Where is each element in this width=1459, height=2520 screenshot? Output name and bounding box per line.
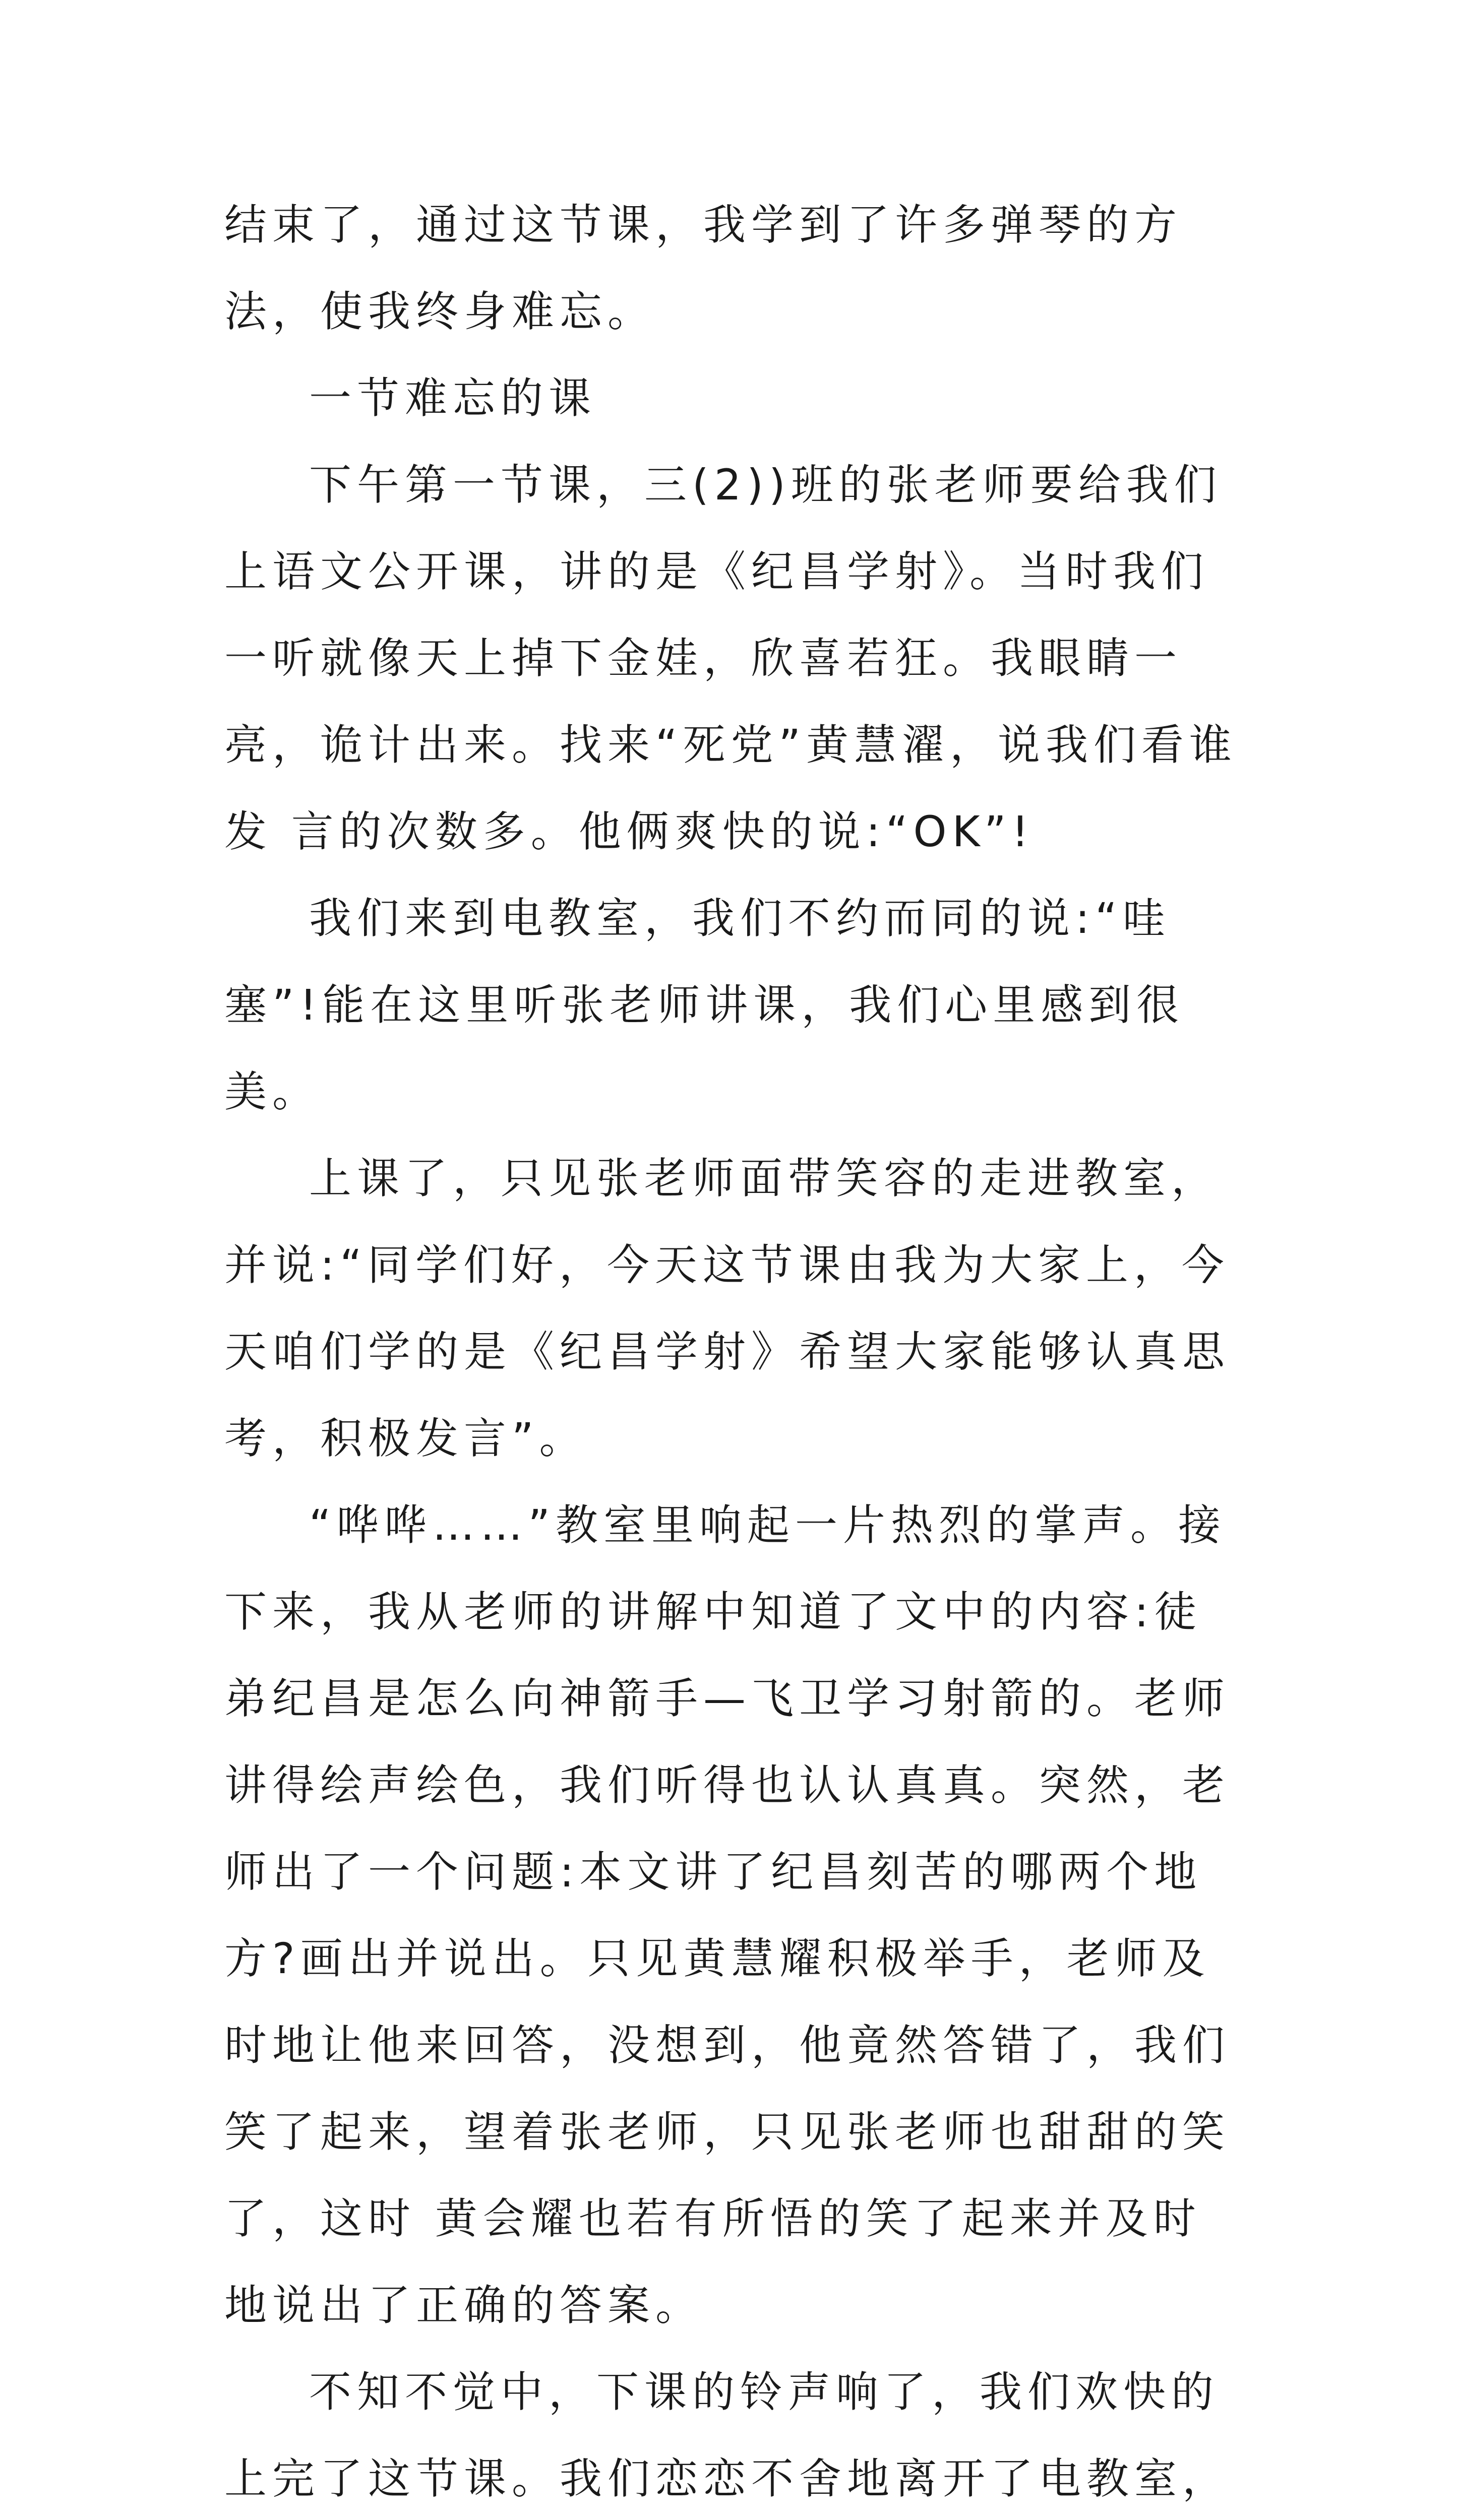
paragraph-5: 上课了，只见张老师面带笑容的走进教室，并说:“同学们好，今天这节课由我为大家上，今天咱们学的是《纪昌学射》希望大家能够认真思考，积极发言”。 xyxy=(224,1154,1231,1463)
paragraph-1: 结束了，通过这节课，我学到了许多弹琴的方法，使我终身难忘。 xyxy=(224,200,1183,336)
paragraph-4: 我们来到电教室，我们不约而同的说:“哇塞”!能在这里听张老师讲课，我们心里感到很美。 xyxy=(224,894,1185,1116)
paragraph-3: 下午第一节课，三(2))班的张老师要给我们上语文公开课，讲的是《纪昌学射》。当时我们一听就像天上掉下金娃，欣喜若狂。我眼睛一亮，诡计出来。找来“死党”黄慧濯，说我们看谁发 言的次数多。他俩爽快的说:“OK”! xyxy=(224,460,1238,856)
paragraph-2-heading: 一节难忘的课 xyxy=(309,373,597,423)
paragraph-6: “哗哗……”教室里响起一片热烈的掌声。接下来，我从老师的讲解中知道了文中的内容:徒弟纪昌是怎么向神箭手—飞卫学习射箭的。老师讲得绘声绘色，我们听得也认认真真。突然，老 师出了一个问题:本文讲了纪昌刻苦的哪两个地方?画出并说出。只见黄慧耀积极举手，老师及时地让他来回答，没想到，他竟然答错了，我们笑了起来，望着张老师，只见张老师也甜甜的笑了，这时 黄会耀也若有所悟的笑了起来并及时地说出了正确的答案。 xyxy=(224,1500,1231,2330)
document-page xyxy=(224,181,1248,2520)
paragraph-7: 不知不觉中，下课的铃声响了，我们欢快的上完了这节课。我们恋恋不舍地离开了电教室， xyxy=(224,2367,1231,2503)
